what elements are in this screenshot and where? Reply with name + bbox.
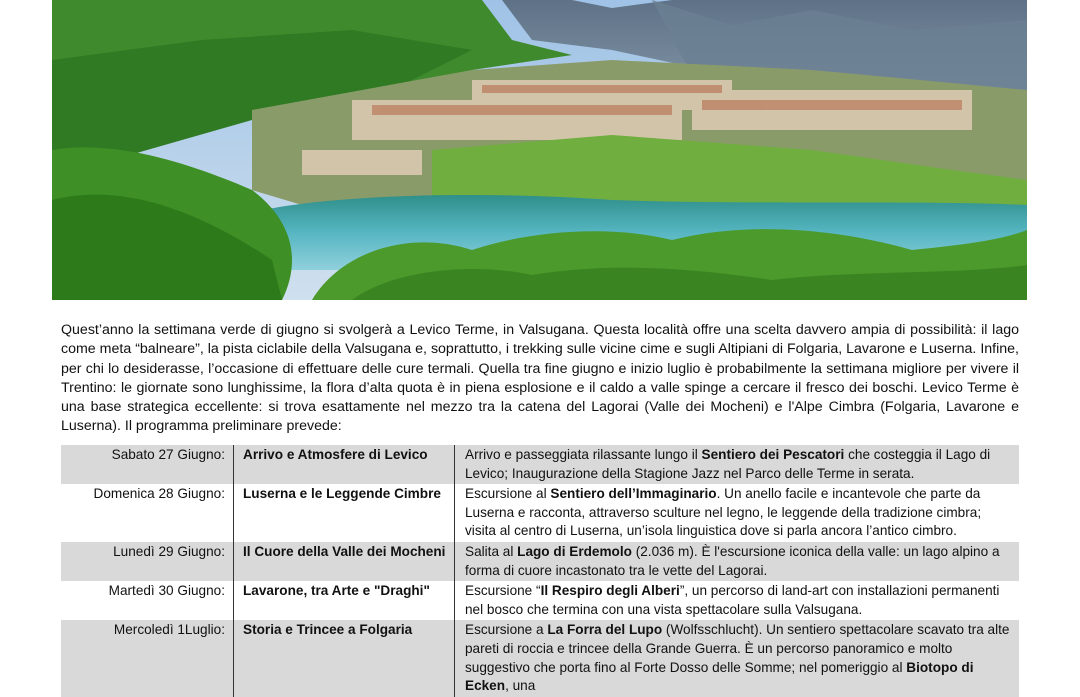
programme-row [61, 484, 1019, 542]
highlight-place: Biotopo di Ecken [465, 659, 974, 694]
programme-day: Lunedì 29 Giugno: [61, 542, 234, 581]
highlight-place: Lago di Erdemolo [517, 543, 632, 559]
description-text: Escursione “ [465, 583, 541, 599]
programme-title: Arrivo e Atmosfere di Levico [234, 445, 455, 484]
programme-description [455, 581, 1020, 620]
programme-row [61, 542, 1019, 581]
description-text: Salita al [465, 543, 518, 559]
intro-paragraph: Quest’anno la settimana verde di giugno si svolgerà a Levico Terme, in Valsugana. Questa località offre una scelta davvero ampia di possibilità: il lago come meta “balneare”, la pista ciclabile della Valsugana e, soprattutto, i trekking sulle vicine cime e sugli Altipiani di Folgaria, Lavarone e Luserna. Infine, per chi lo desiderasse, l’occasione di effettuare delle cure termali. Quella tra fine giugno e inizio luglio è probabilmente la settimana migliore per vivere il Trentino: le giornate sono lunghissime, la flora d’alta quota è in piena esplosione e il caldo a valle spinge a cercare il fresco dei boschi. Levico Terme è una base strategica eccellente: si trova esattamente nel mezzo tra la catena del Lagorai (Valle dei Mocheni) e l'Alpe Cimbra (Folgaria, Lavarone e Luserna). Il programma preliminare prevede: [61, 322, 1019, 435]
description-text: Escursione al [465, 486, 551, 502]
programme-description [455, 484, 1020, 542]
programme-row [61, 620, 1019, 696]
programme-title: Il Cuore della Valle dei Mocheni [234, 542, 455, 581]
description-text: . Un anello facile e incantevole che parte da Luserna e racconta, attraverso sculture nel legno, le leggende della tradizione cimbra; visita al centro di Luserna, un’isola linguistica dove si parla ancora l’antico cimbro. [465, 486, 982, 539]
description-text: Escursione a [465, 622, 548, 638]
highlight-place: Sentiero dell’Immaginario [550, 486, 717, 502]
description-text: (2.036 m). È l'escursione iconica della valle: un lago alpino a forma di cuore incastonato tra le vette del Lagorai. [465, 543, 1000, 578]
programme-day: Mercoledì 1Luglio: [61, 620, 234, 696]
description-text: (Wolfsschlucht). Un sentiero spettacolare scavato tra alte pareti di roccia e trincee della Grande Guerra. È un percorso panoramico e molto suggestivo che porta fino al Forte Dosso delle Somme; nel pomeriggio al [465, 622, 1010, 675]
programme-title: Lavarone, tra Arte e "Draghi" [234, 581, 455, 620]
programme-description [455, 445, 1020, 484]
description-text: Arrivo e passeggiata rilassante lungo il [465, 447, 702, 462]
highlight-place: Sentiero dei Pescatori [701, 447, 845, 462]
programme-table [61, 445, 1019, 697]
programme-day: Sabato 27 Giugno: [61, 445, 234, 484]
programme-day: Martedì 30 Giugno: [108, 583, 225, 599]
description-text: che costeggia il Lago di Levico; Inaugurazione della Stagione Jazz nel Parco delle Terme in serata. [465, 447, 991, 481]
description-text: , una [505, 678, 536, 694]
description-text: ”, un percorso di land-art con installazioni permanenti nel bosco che termina con una vista spettacolare sulla Valsugana. [465, 583, 1000, 617]
programme-row [61, 445, 1019, 484]
programme-title: Storia e Trincee a Folgaria [234, 620, 455, 696]
programme-row [61, 581, 1019, 620]
highlight-place: La Forra del Lupo [547, 622, 663, 638]
programme-description [455, 542, 1020, 581]
lake-landscape-illustration [52, 0, 1027, 300]
programme-description [455, 620, 1020, 696]
lake-landscape-photo [52, 0, 1027, 300]
programme-day: Domenica 28 Giugno: [93, 486, 225, 502]
highlight-place: Il Respiro degli Alberi [540, 583, 680, 599]
programme-title: Luserna e le Leggende Cimbre [234, 484, 455, 542]
